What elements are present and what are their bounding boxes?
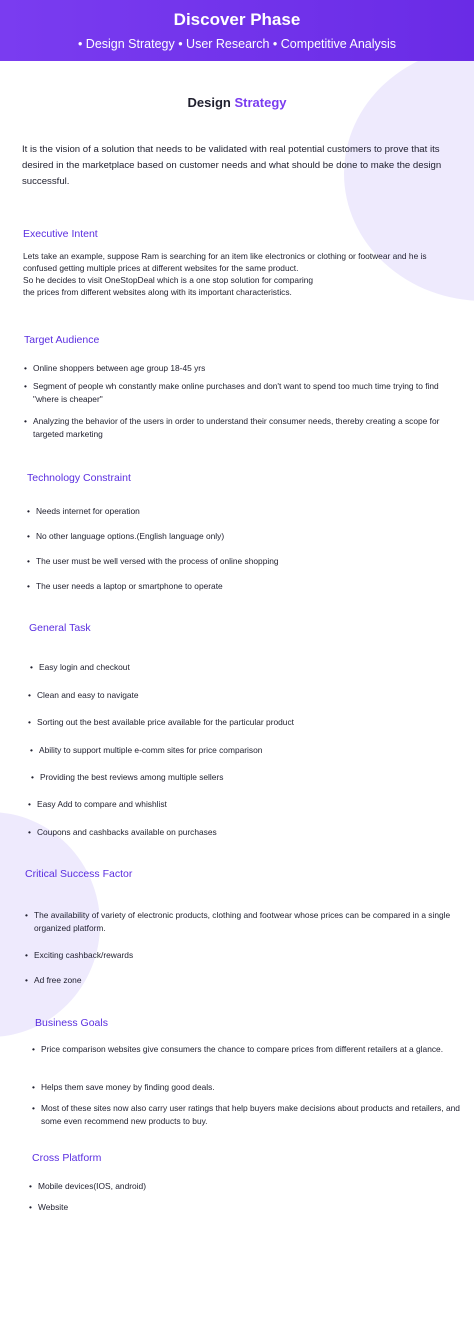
list-item: • Exciting cashback/rewards (25, 950, 134, 960)
executive-intent-text (23, 250, 461, 298)
section-heading-cross-platform: Cross Platform (32, 1152, 102, 1164)
list-item: • Sorting out the best available price available for the particular product (28, 717, 294, 727)
list-item: • Needs internet for operation (27, 506, 140, 516)
section-heading-target-audience: Target Audience (24, 334, 100, 346)
list-item: • The user needs a laptop or smartphone to operate (27, 581, 223, 591)
list-item: • Ad free zone (25, 975, 82, 985)
list-item: • Easy Add to compare and whishlist (28, 799, 167, 809)
header-title: Discover Phase (173, 10, 301, 29)
list-item: • Mobile devices(IOS, android) (29, 1181, 146, 1191)
intro-paragraph: It is the vision of a solution that needs to be validated with real potential customers to prove that its desired in the marketplace based on customer needs and what should be done to make the design successful. (22, 144, 442, 187)
list-item: • Price comparison websites give consumers the chance to compare prices from different retailers at a glance. (32, 1044, 444, 1054)
page-title-accent: Strategy (234, 95, 287, 110)
list-item: • Helps them save money by finding good deals. (32, 1082, 215, 1092)
list-item: • Segment of people wh constantly make online purchases and don't want to spend too much time trying to find "where is cheaper" (24, 381, 439, 404)
header-subtitle: • Design Strategy • User Research • Competitive Analysis (77, 37, 397, 51)
section-heading-technology-constraint: Technology Constraint (27, 472, 131, 484)
list-item: • The user must be well versed with the process of online shopping (27, 556, 279, 566)
page-title (0, 95, 474, 110)
executive-intent-line: Lets take an example, suppose Ram is searching for an item like electronics or clothing or footwear and he is confused getting multiple prices at different websites for the same product. (23, 251, 427, 273)
list-item: • Easy login and checkout (30, 662, 130, 672)
list-item: • Providing the best reviews among multiple sellers (31, 772, 224, 782)
list-item: • Most of these sites now also carry user ratings that help buyers make decisions about products and retailers, and some even recommend new products to buy. (32, 1103, 460, 1126)
list-item: • Ability to support multiple e-comm sites for price comparison (30, 745, 263, 755)
list-item: • Online shoppers between age group 18-45 yrs (24, 363, 206, 373)
section-heading-executive-intent: Executive Intent (23, 228, 98, 240)
section-heading-business-goals: Business Goals (35, 1017, 108, 1029)
section-heading-critical-success-factor: Critical Success Factor (25, 868, 133, 880)
list-item: • Coupons and cashbacks available on purchases (28, 827, 217, 837)
list-item: • Clean and easy to navigate (28, 690, 139, 700)
page-title-main: Design (187, 95, 231, 110)
executive-intent-line: the prices from different websites along with its important characteristics. (23, 287, 292, 297)
header-banner (0, 0, 474, 61)
list-item: • The availability of variety of electronic products, clothing and footwear whose prices can be compared in a single organized platform. (25, 910, 451, 933)
list-item: • No other language options.(English language only) (27, 531, 225, 541)
executive-intent-line: So he decides to visit OneStopDeal which is a one stop solution for comparing (23, 275, 314, 285)
list-item: • Analyzing the behavior of the users in order to understand their consumer needs, thereby creating a scope for targeted marketing (24, 416, 440, 439)
list-item: • Website (29, 1202, 69, 1212)
section-heading-general-task: General Task (29, 622, 91, 634)
